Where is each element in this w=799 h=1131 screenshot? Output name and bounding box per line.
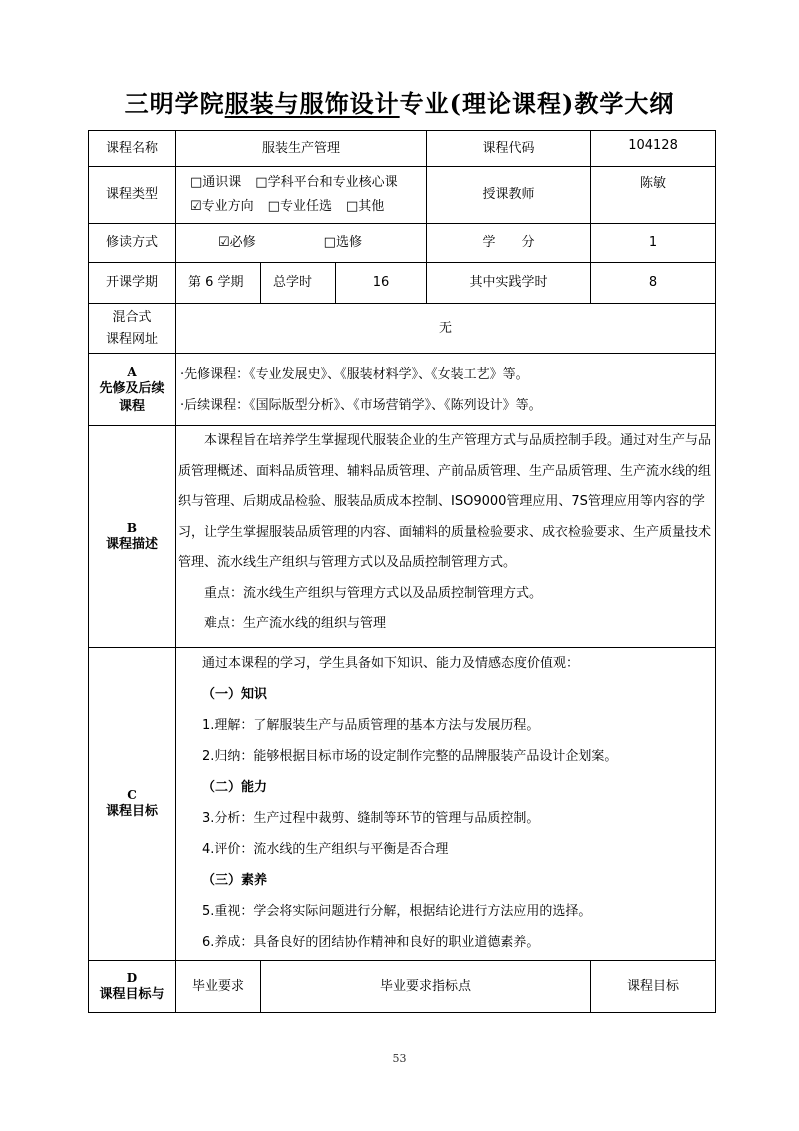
practice-label: 其中实践学时 — [427, 263, 591, 304]
hybrid-label — [89, 304, 176, 354]
page-number: 53 — [392, 1052, 407, 1065]
row-hybrid — [89, 304, 716, 354]
course-objective-header: 课程目标 — [591, 961, 716, 1013]
type-option-free-elective: □专业任选 — [267, 199, 332, 214]
hybrid-url-value: 无 — [176, 304, 716, 354]
teacher-label: 授课教师 — [427, 167, 591, 224]
course-name-value: 服装生产管理 — [176, 131, 427, 167]
section-a-row — [89, 354, 716, 426]
objectives-ability-heading: （二）能力 — [202, 780, 268, 795]
objective-6: 6.养成：具备良好的团结协作精神和良好的职业道德素养。 — [202, 935, 540, 950]
course-description: 本课程旨在培养学生掌握现代服装企业的生产管理方式与品质控制手段。通过对生产与品质管理概述、面料品质管理、辅料品质管理、产前品质管理、生产品质管理、生产流水线的组织与管理、后期成品检验、服装品质成本控制、ISO9000管理应用、7S管理应用等内容的学习，让学生掌握服装品质管理的内容、面辅料的质量检验要求、成衣检验要求、生产质量技术管理、流水线生产组织与管理方式以及品质控制管理方式。 — [178, 433, 712, 570]
section-b-content — [176, 426, 716, 648]
section-c-label — [89, 648, 176, 961]
section-c-title: 课程目标 — [105, 804, 158, 820]
credit-label: 学 分 — [427, 224, 591, 263]
prerequisite-courses: ·先修课程：《专业发展史》、《服装材料学》、《女装工艺》等。 — [180, 366, 529, 382]
semester-value: 第 6 学期 — [176, 263, 261, 304]
section-b-title: 课程描述 — [105, 536, 158, 552]
section-d-title: 课程目标与 — [99, 986, 165, 1002]
syllabus-table — [88, 130, 716, 1013]
objectives-literacy-heading: （三）素养 — [202, 873, 268, 888]
type-option-core: □学科平台和专业核心课 — [255, 175, 398, 190]
title-school: 三明学院 — [124, 89, 225, 118]
hours-label: 总学时 — [261, 263, 336, 304]
course-type-label: 课程类型 — [89, 167, 176, 224]
study-mode-options — [176, 224, 427, 263]
hours-value: 16 — [336, 263, 427, 304]
course-name-label: 课程名称 — [89, 131, 176, 167]
objective-2: 2.归纳：能够根据目标市场的设定制作完整的品牌服装产品设计企划案。 — [202, 749, 618, 764]
section-a-content — [176, 354, 716, 426]
section-d-letter: D — [126, 970, 138, 985]
requirement-indicator-header: 毕业要求指标点 — [261, 961, 591, 1013]
title-major: 服装与服饰设计 — [224, 89, 400, 118]
section-a-letter: A — [127, 364, 137, 379]
row-course-type — [89, 167, 716, 224]
section-d-label — [89, 961, 176, 1013]
objective-5: 5.重视：学会将实际问题进行分解，根据结论进行方法应用的选择。 — [202, 904, 592, 919]
graduation-requirement-header: 毕业要求 — [176, 961, 261, 1013]
title-suffix: 专业(理论课程)教学大纲 — [399, 89, 675, 118]
section-d-row — [89, 961, 716, 1013]
page-title — [0, 84, 799, 119]
practice-value: 8 — [591, 263, 716, 304]
type-option-general: □通识课 — [190, 175, 242, 190]
section-a-label — [89, 354, 176, 426]
objective-1: 1.理解：了解服装生产与品质管理的基本方法与发展历程。 — [202, 718, 540, 733]
objective-4: 4.评价：流水线的生产组织与平衡是否合理 — [202, 842, 449, 857]
key-point: 重点：流水线生产组织与管理方式以及品质控制管理方式。 — [204, 585, 543, 601]
section-c-row — [89, 648, 716, 961]
row-semester — [89, 263, 716, 304]
section-b-letter: B — [126, 520, 138, 535]
study-mode-label: 修读方式 — [89, 224, 176, 263]
course-type-options — [176, 167, 427, 224]
objectives-knowledge-heading: （一）知识 — [202, 687, 268, 702]
mode-elective: □选修 — [323, 235, 362, 251]
objective-3: 3.分析：生产过程中裁剪、缝制等环节的管理与品质控制。 — [202, 811, 540, 826]
mode-required: ☑必修 — [218, 235, 256, 251]
row-course-name — [89, 131, 716, 167]
credit-value: 1 — [591, 224, 716, 263]
section-b-row — [89, 426, 716, 648]
section-b-label — [89, 426, 176, 648]
type-option-other: □其他 — [345, 199, 385, 214]
difficulty-point: 难点：生产流水线的组织与管理 — [204, 616, 387, 631]
semester-label: 开课学期 — [89, 263, 176, 304]
follow-up-courses: ·后续课程：《国际版型分析》、《市场营销学》、《陈列设计》等。 — [180, 397, 542, 413]
course-code-value: 104128 — [591, 131, 716, 167]
section-c-letter: C — [127, 788, 137, 803]
course-code-label: 课程代码 — [427, 131, 591, 167]
teacher-value: 陈敏 — [591, 167, 716, 224]
hybrid-label-line1: 混合式 — [112, 309, 152, 325]
section-c-content — [176, 648, 716, 961]
objectives-intro: 通过本课程的学习，学生具备如下知识、能力及情感态度价值观： — [202, 656, 580, 671]
row-study-mode — [89, 224, 716, 263]
hybrid-label-line2: 课程网址 — [105, 331, 158, 347]
section-a-title-line1: 先修及后续 — [99, 381, 165, 397]
section-a-title-line2: 课程 — [118, 398, 145, 414]
type-option-direction: ☑专业方向 — [190, 199, 254, 214]
